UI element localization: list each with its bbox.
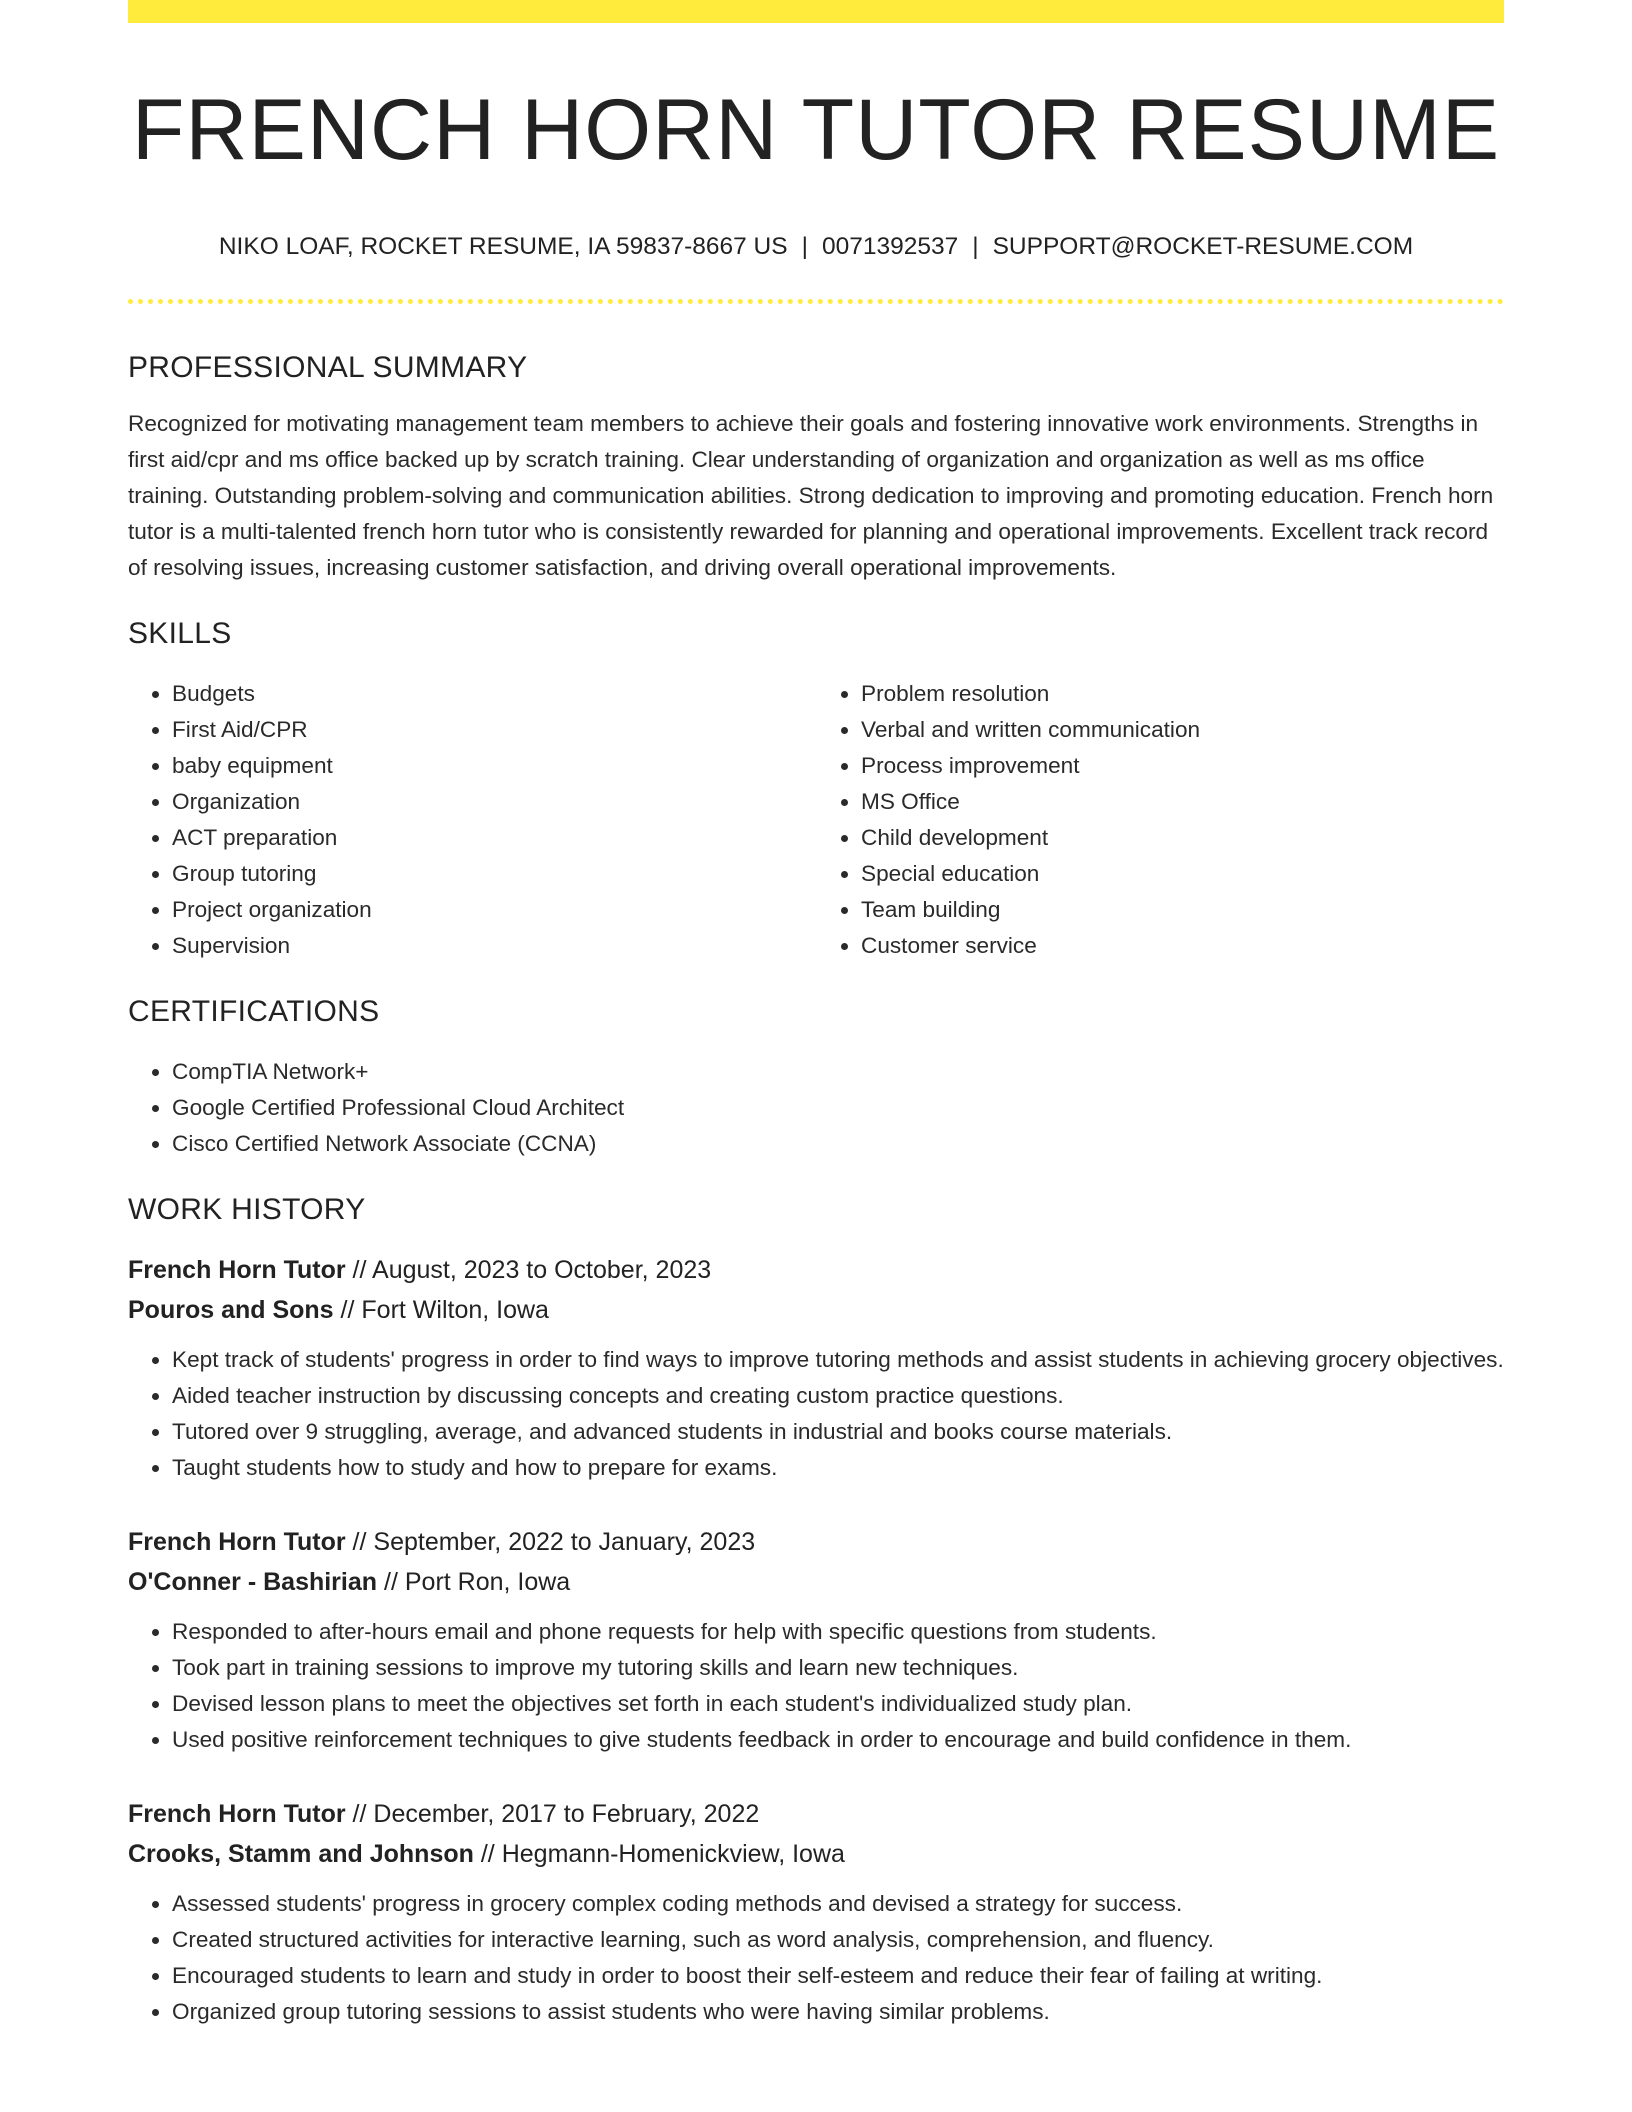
skill-item: • Supervision [172, 928, 815, 964]
job-dates: August, 2023 to October, 2023 [372, 1256, 712, 1285]
skill-item: • Group tutoring [172, 856, 815, 892]
job-bullet: • Organized group tutoring sessions to assist students who were having similar problems. [172, 1994, 1504, 2030]
job-title-line [128, 1522, 1504, 1562]
job-bullet: • Encouraged students to learn and study in order to boost their self-esteem and reduce their fear of failing at writing. [172, 1958, 1504, 1994]
job-entry [128, 1794, 1504, 2030]
skill-item: • Organization [172, 784, 815, 820]
job-bullet: • Responded to after-hours email and phone requests for help with specific questions from students. [172, 1614, 1504, 1650]
skill-item: • ACT preparation [172, 820, 815, 856]
summary-text: Recognized for motivating management team members to achieve their goals and fostering innovative work environments. Strengths in first aid/cpr and ms office backed up by scratch training. Clear understanding of organization and organization as well as ms office training. Outstanding problem-solving and communication abilities. Strong dedication to improving and promoting education. French horn tutor is a multi-talented french horn tutor who is consistently rewarded for planning and operational improvements. Excellent track record of resolving issues, increasing customer satisfaction, and driving overall operational improvements. [128, 411, 1494, 581]
job-title-line [128, 1250, 1504, 1290]
job-separator: // [352, 1800, 367, 1829]
job-company: Crooks, Stamm and Johnson [128, 1840, 474, 1869]
job-bullet: • Took part in training sessions to improve my tutoring skills and learn new techniques. [172, 1650, 1504, 1686]
job-separator: // [340, 1296, 355, 1325]
job-bullet: • Tutored over 9 struggling, average, and advanced students in industrial and books course materials. [172, 1414, 1504, 1450]
job-title: French Horn Tutor [128, 1256, 346, 1285]
skills-heading: SKILLS [128, 617, 232, 651]
skill-item: • Child development [861, 820, 1504, 856]
contact-address: NIKO LOAF, ROCKET RESUME, IA 59837-8667 US [218, 232, 788, 260]
job-company-line [128, 1290, 1504, 1330]
job-dates: December, 2017 to February, 2022 [373, 1800, 760, 1829]
job-company-line [128, 1834, 1504, 1874]
skill-item: • Problem resolution [861, 676, 1504, 712]
job-title-line [128, 1794, 1504, 1834]
skill-item: • Verbal and written communication [861, 712, 1504, 748]
skill-item: • Budgets [172, 676, 815, 712]
certifications-list [128, 1054, 1504, 1162]
job-title: French Horn Tutor [128, 1800, 346, 1829]
resume-page [128, 0, 1504, 2030]
job-dates: September, 2022 to January, 2023 [373, 1528, 756, 1557]
job-bullet: • Created structured activities for interactive learning, such as word analysis, comprehension, and fluency. [172, 1922, 1504, 1958]
certification-item: • Cisco Certified Network Associate (CCNA) [172, 1126, 1504, 1162]
skill-item: • MS Office [861, 784, 1504, 820]
job-bullet: • Kept track of students' progress in order to find ways to improve tutoring methods and assist students in achieving grocery objectives. [172, 1342, 1504, 1378]
work-history-heading: WORK HISTORY [128, 1193, 366, 1227]
job-separator: // [384, 1568, 398, 1597]
skills-list-left [128, 676, 815, 964]
contact-separator: | [972, 232, 979, 260]
skill-item: • Process improvement [861, 748, 1504, 784]
job-separator: // [352, 1528, 367, 1557]
job-separator: // [480, 1840, 495, 1869]
job-bullets [128, 1886, 1504, 2030]
accent-top-bar [128, 0, 1504, 23]
contact-phone: 0071392537 [821, 232, 959, 260]
summary-heading: PROFESSIONAL SUMMARY [128, 351, 528, 385]
job-title: French Horn Tutor [128, 1528, 346, 1557]
job-location: Hegmann-Homenickview, Iowa [501, 1840, 845, 1869]
certifications-heading: CERTIFICATIONS [128, 995, 380, 1029]
job-bullets [128, 1614, 1504, 1758]
contact-separator: | [801, 232, 808, 260]
certification-item: • CompTIA Network+ [172, 1054, 1504, 1090]
resume-title: FRENCH HORN TUTOR RESUME [131, 82, 1501, 178]
job-entry [128, 1250, 1504, 1486]
contact-line [128, 232, 1504, 261]
job-bullet: • Assessed students' progress in grocery complex coding methods and devised a strategy for success. [172, 1886, 1504, 1922]
job-bullet: • Used positive reinforcement techniques to give students feedback in order to encourage and build confidence in them. [172, 1722, 1504, 1758]
job-bullet: • Devised lesson plans to meet the objectives set forth in each student's individualized study plan. [172, 1686, 1504, 1722]
skills-list-right [815, 676, 1504, 964]
job-bullet: • Taught students how to study and how to prepare for exams. [172, 1450, 1504, 1486]
skill-item: • Team building [861, 892, 1504, 928]
certification-item: • Google Certified Professional Cloud Architect [172, 1090, 1504, 1126]
skill-item: • Project organization [172, 892, 815, 928]
skill-item: • Special education [861, 856, 1504, 892]
job-separator: // [352, 1256, 367, 1285]
job-location: Port Ron, Iowa [404, 1568, 571, 1597]
skills-columns [128, 676, 1504, 964]
job-location: Fort Wilton, Iowa [361, 1296, 549, 1325]
job-bullet: • Aided teacher instruction by discussing concepts and creating custom practice questions. [172, 1378, 1504, 1414]
job-company: O'Conner - Bashirian [128, 1568, 378, 1597]
skill-item: • baby equipment [172, 748, 815, 784]
job-company-line [128, 1562, 1504, 1602]
contact-email: SUPPORT@ROCKET-RESUME.COM [992, 232, 1414, 260]
skill-item: • Customer service [861, 928, 1504, 964]
skill-item: • First Aid/CPR [172, 712, 815, 748]
job-company: Pouros and Sons [128, 1296, 334, 1325]
job-entry [128, 1522, 1504, 1758]
job-bullets [128, 1342, 1504, 1486]
dotted-divider [128, 299, 1504, 304]
